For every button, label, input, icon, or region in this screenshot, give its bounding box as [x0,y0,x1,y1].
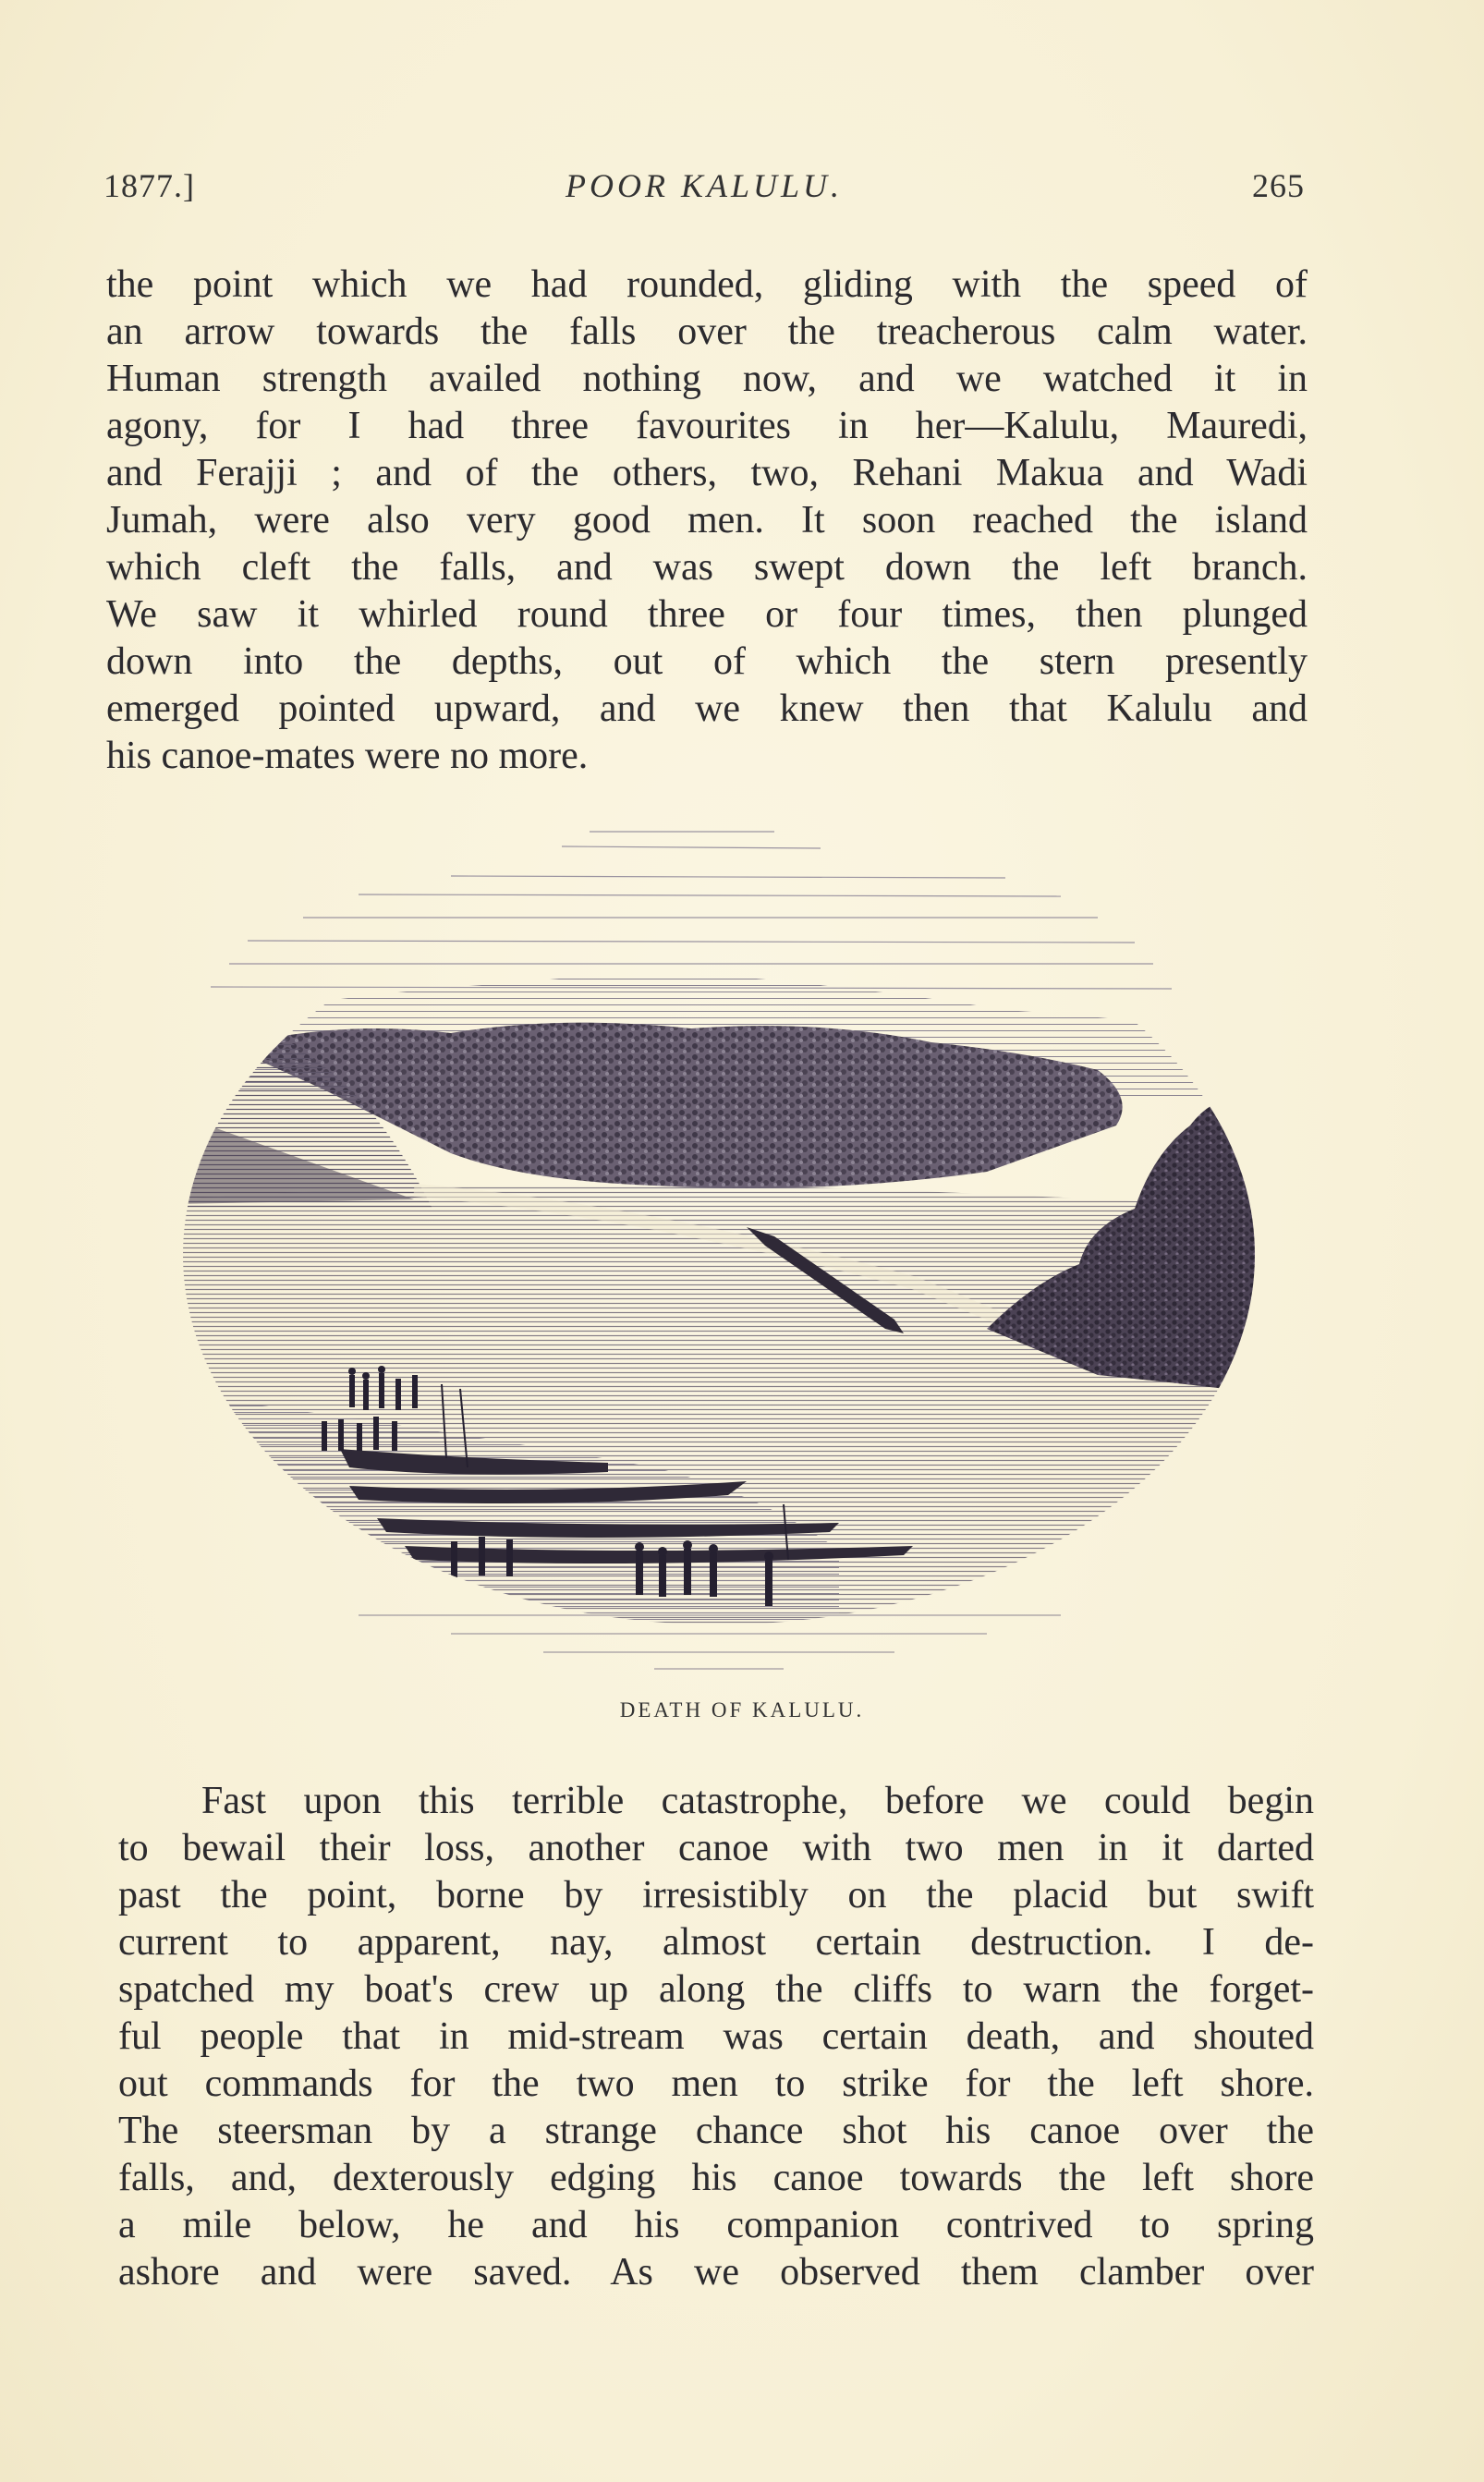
paragraph-1 [106,262,1308,780]
text-line: his canoe-mates were no more. [106,735,589,777]
text-line: the point which we had rounded, gliding with the speed of [106,263,1308,306]
text-line: The steersman by a strange chance shot his canoe over the [118,2110,1314,2152]
running-head [103,166,1305,222]
text-line: agony, for I had three favourites in her—Kalulu, Mauredi, [106,405,1308,447]
paragraph-2 [118,1778,1314,2296]
page-number: 265 [1252,167,1305,204]
text-line: emerged pointed upward, and we knew then that Kalulu and [106,687,1308,730]
text-line: ashore and were saved. As we observed them clamber over [118,2251,1314,2293]
text-line: falls, and, dexterously edging his canoe towards the left shore [118,2157,1314,2199]
text-line: and Ferajji ; and of the others, two, Rehani Makua and Wadi [106,452,1308,494]
text-line: out commands for the two men to strike for the left shore. [118,2062,1314,2105]
text-line: spatched my boat's crew up along the cliffs to warn the forget- [118,1968,1314,2011]
header-year: 1877.] [103,167,195,204]
text-line: down into the depths, out of which the stern presently [106,640,1308,683]
text-line: ful people that in mid-stream was certain death, and shouted [118,2015,1314,2058]
text-line: to bewail their loss, another canoe with two men in it darted [118,1827,1314,1869]
text-line: current to apparent, nay, almost certain destruction. I de- [118,1921,1314,1964]
text-line: We saw it whirled round three or four times, then plunged [106,593,1308,636]
text-line: which cleft the falls, and was swept down the left branch. [106,546,1308,589]
text-line: Human strength availed nothing now, and we watched it in [106,358,1308,400]
text-line: Jumah, were also very good men. It soon reached the island [106,499,1308,541]
text-line: Fast upon this terrible catastrophe, before we could begin [201,1780,1314,1822]
text-line: a mile below, he and his companion contrived to spring [118,2204,1314,2246]
header-title: POOR KALULU. [565,167,844,204]
engraving-illustration [174,821,1264,1680]
text-line: an arrow towards the falls over the treacherous calm water. [106,310,1308,353]
sky-hatching [211,832,1172,989]
text-line: past the point, borne by irresistibly on the placid but swift [118,1874,1314,1916]
figure-caption: DEATH OF KALULU. [619,1698,865,1722]
